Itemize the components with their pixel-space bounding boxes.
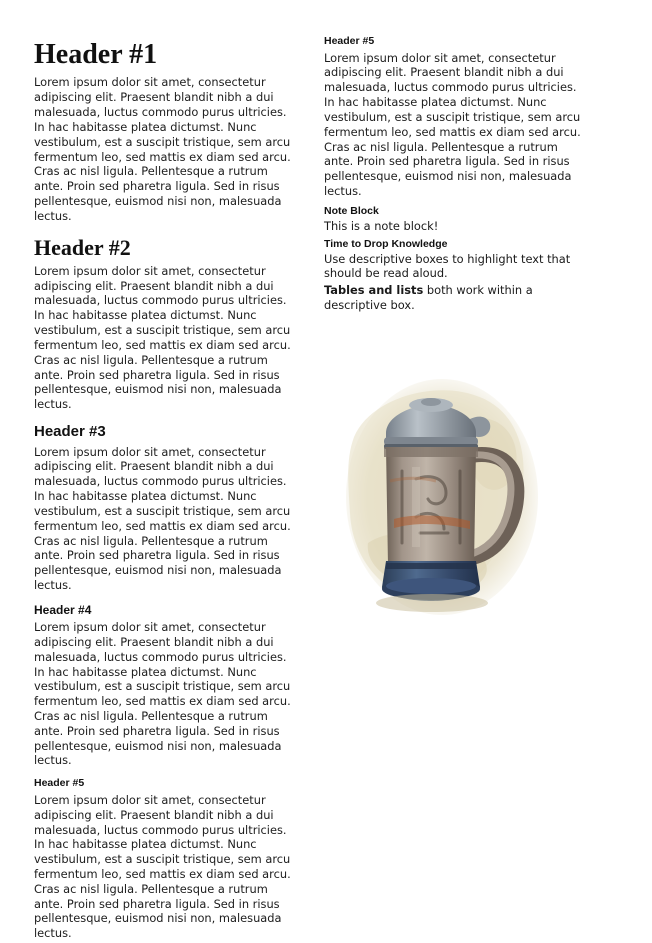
two-column-layout	[34, 30, 618, 943]
paragraph-5: Lorem ipsum dolor sit amet, consectetur adipiscing elit. Praesent blandit nibh a dui malesuada, luctus commodo purus ultricies. In hac habitasse platea dictumst. Nunc vestibulum, est a suscipit tristique, sem arcu fermentum leo, sed mattis ex diam sed arcu. Cras ac nisl ligula. Pellentesque a rutrum ante. Proin sed pharetra ligula. Sed in risus pellentesque, euismod nisi non, malesuada lectus.	[34, 792, 291, 941]
paragraph-3: Lorem ipsum dolor sit amet, consectetur adipiscing elit. Praesent blandit nibh a dui malesuada, luctus commodo purus ultricies. In hac habitasse platea dictumst. Nunc vestibulum, est a suscipit tristique, sem arcu fermentum leo, sed mattis ex diam sed arcu. Cras ac nisl ligula. Pellentesque a rutrum ante. Proin sed pharetra ligula. Sed in risus pellentesque, euismod nisi non, malesuada lectus.	[34, 444, 291, 592]
stein-shadow	[376, 594, 488, 612]
paragraph-1: Lorem ipsum dolor sit amet, consectetur adipiscing elit. Praesent blandit nibh a dui malesuada, luctus commodo purus ultricies. In hac habitasse platea dictumst. Nunc vestibulum, est a suscipit tristique, sem arcu fermentum leo, sed mattis ex diam sed arcu. Cras ac nisl ligula. Pellentesque a rutrum ante. Proin sed pharetra ligula. Sed in risus pellentesque, euismod nisi non, malesuada lectus.	[34, 75, 291, 223]
paragraph-2: Lorem ipsum dolor sit amet, consectetur adipiscing elit. Praesent blandit nibh a dui malesuada, luctus commodo purus ultricies. In hac habitasse platea dictumst. Nunc vestibulum, est a suscipit tristique, sem arcu fermentum leo, sed mattis ex diam sed arcu. Cras ac nisl ligula. Pellentesque a rutrum ante. Proin sed pharetra ligula. Sed in risus pellentesque, euismod nisi non, malesuada lectus.	[34, 263, 291, 412]
right-column	[324, 30, 586, 647]
descriptive-block-line-1: Use descriptive boxes to highlight text that should be read aloud.	[324, 251, 571, 281]
section-heading-4: Header #4	[34, 602, 92, 617]
left-column	[34, 30, 296, 943]
section-heading-2: Header #2	[34, 234, 131, 260]
descriptive-block-line-2	[324, 283, 586, 313]
section-heading-3: Header #3	[34, 423, 106, 441]
descriptive-block	[324, 238, 586, 313]
note-block-text: This is a note block!	[324, 218, 439, 233]
descriptive-block-line-2-bold: Tables and lists	[324, 283, 424, 298]
right-section-heading-5: Header #5	[324, 35, 375, 47]
stein-body	[384, 447, 478, 565]
descriptive-block-title: Time to Drop Knowledge	[324, 237, 448, 250]
note-block	[324, 205, 586, 234]
right-paragraph: Lorem ipsum dolor sit amet, consectetur adipiscing elit. Praesent blandit nibh a dui malesuada, luctus commodo purus ultricies. In hac habitasse platea dictumst. Nunc vestibulum, est a suscipit tristique, sem arcu fermentum leo, sed mattis ex diam sed arcu. Cras ac nisl ligula. Pellentesque a rutrum ante. Proin sed pharetra ligula. Sed in risus pellentesque, euismod nisi non, malesuada lectus.	[324, 50, 581, 198]
descriptive-block-line-2-rest: both work within a descriptive box.	[324, 283, 533, 313]
beer-stein-illustration	[324, 347, 586, 647]
beer-stein-svg	[324, 347, 586, 647]
paragraph-4: Lorem ipsum dolor sit amet, consectetur adipiscing elit. Praesent blandit nibh a dui malesuada, luctus commodo purus ultricies. In hac habitasse platea dictumst. Nunc vestibulum, est a suscipit tristique, sem arcu fermentum leo, sed mattis ex diam sed arcu. Cras ac nisl ligula. Pellentesque a rutrum ante. Proin sed pharetra ligula. Sed in risus pellentesque, euismod nisi non, malesuada lectus.	[34, 620, 291, 768]
note-block-title: Note Block	[324, 204, 379, 217]
page-title: Header #1	[34, 39, 158, 70]
section-heading-5: Header #5	[34, 777, 85, 790]
